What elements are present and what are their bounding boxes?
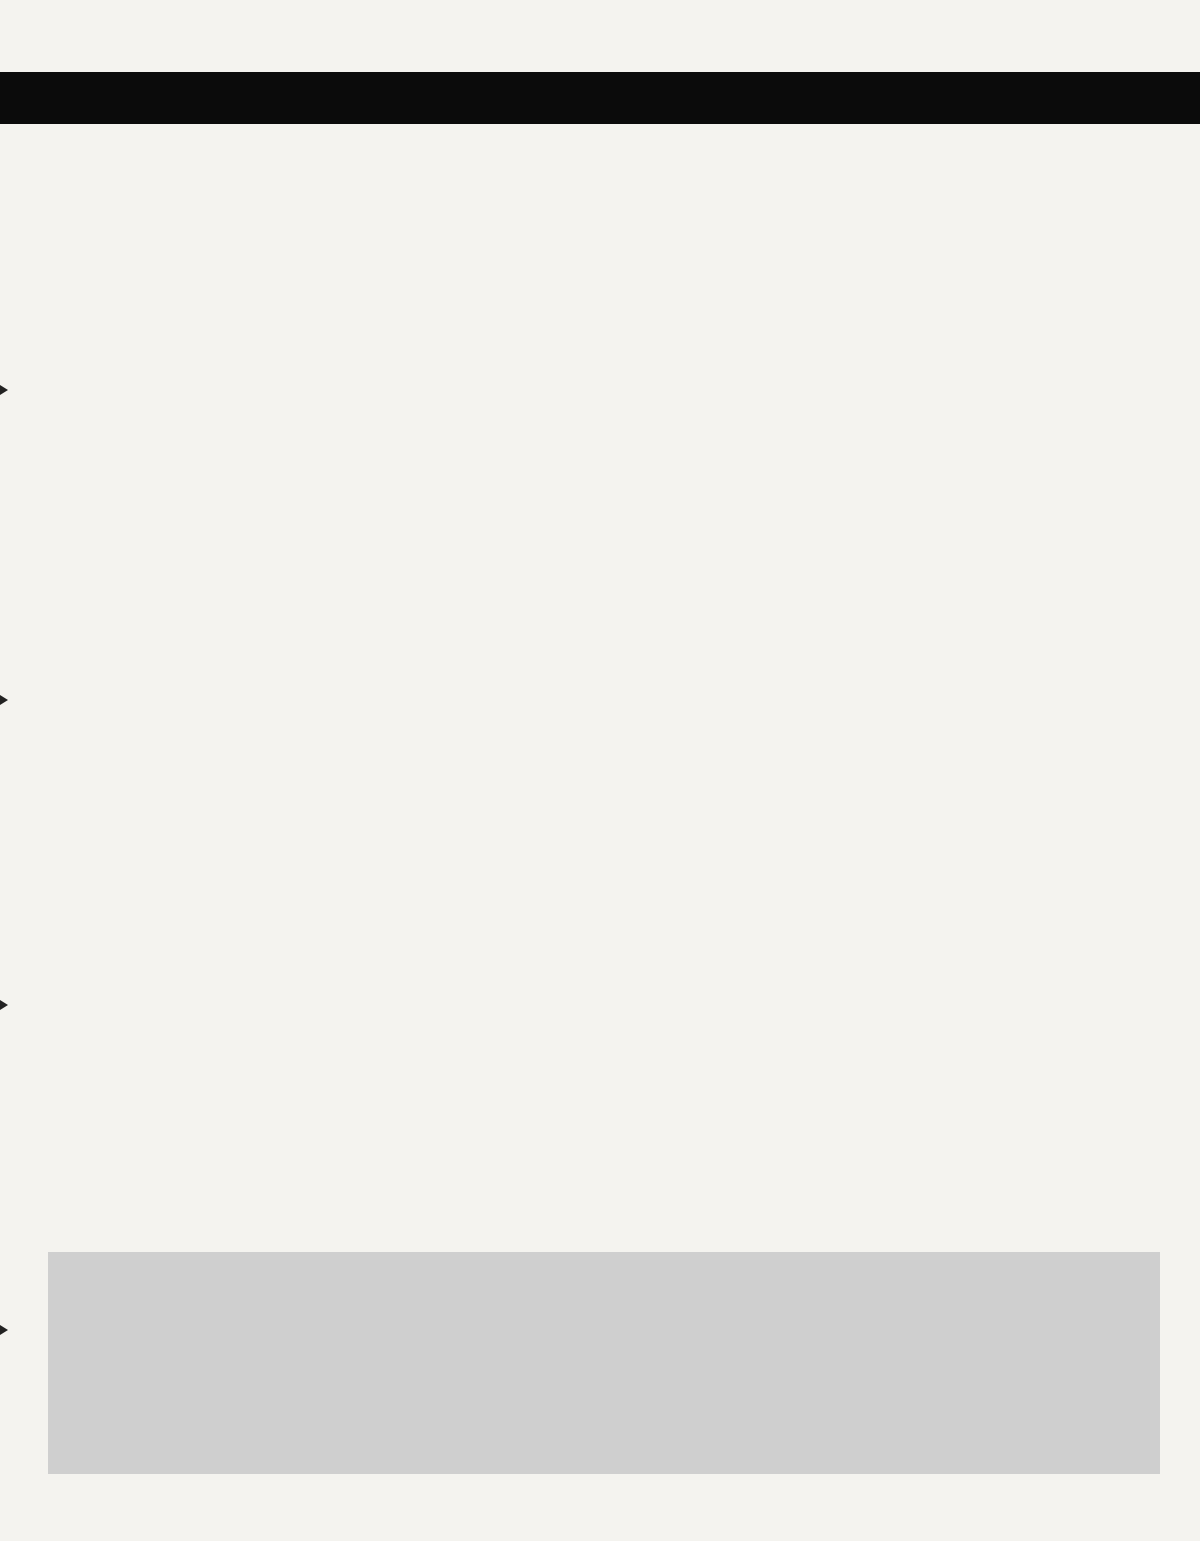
margin-mark [0,1325,8,1335]
margin-mark [0,1000,8,1010]
page-title [0,72,1200,124]
margin-mark [0,385,8,395]
margin-mark [0,695,8,705]
international-leaders-panel [48,1252,1160,1474]
